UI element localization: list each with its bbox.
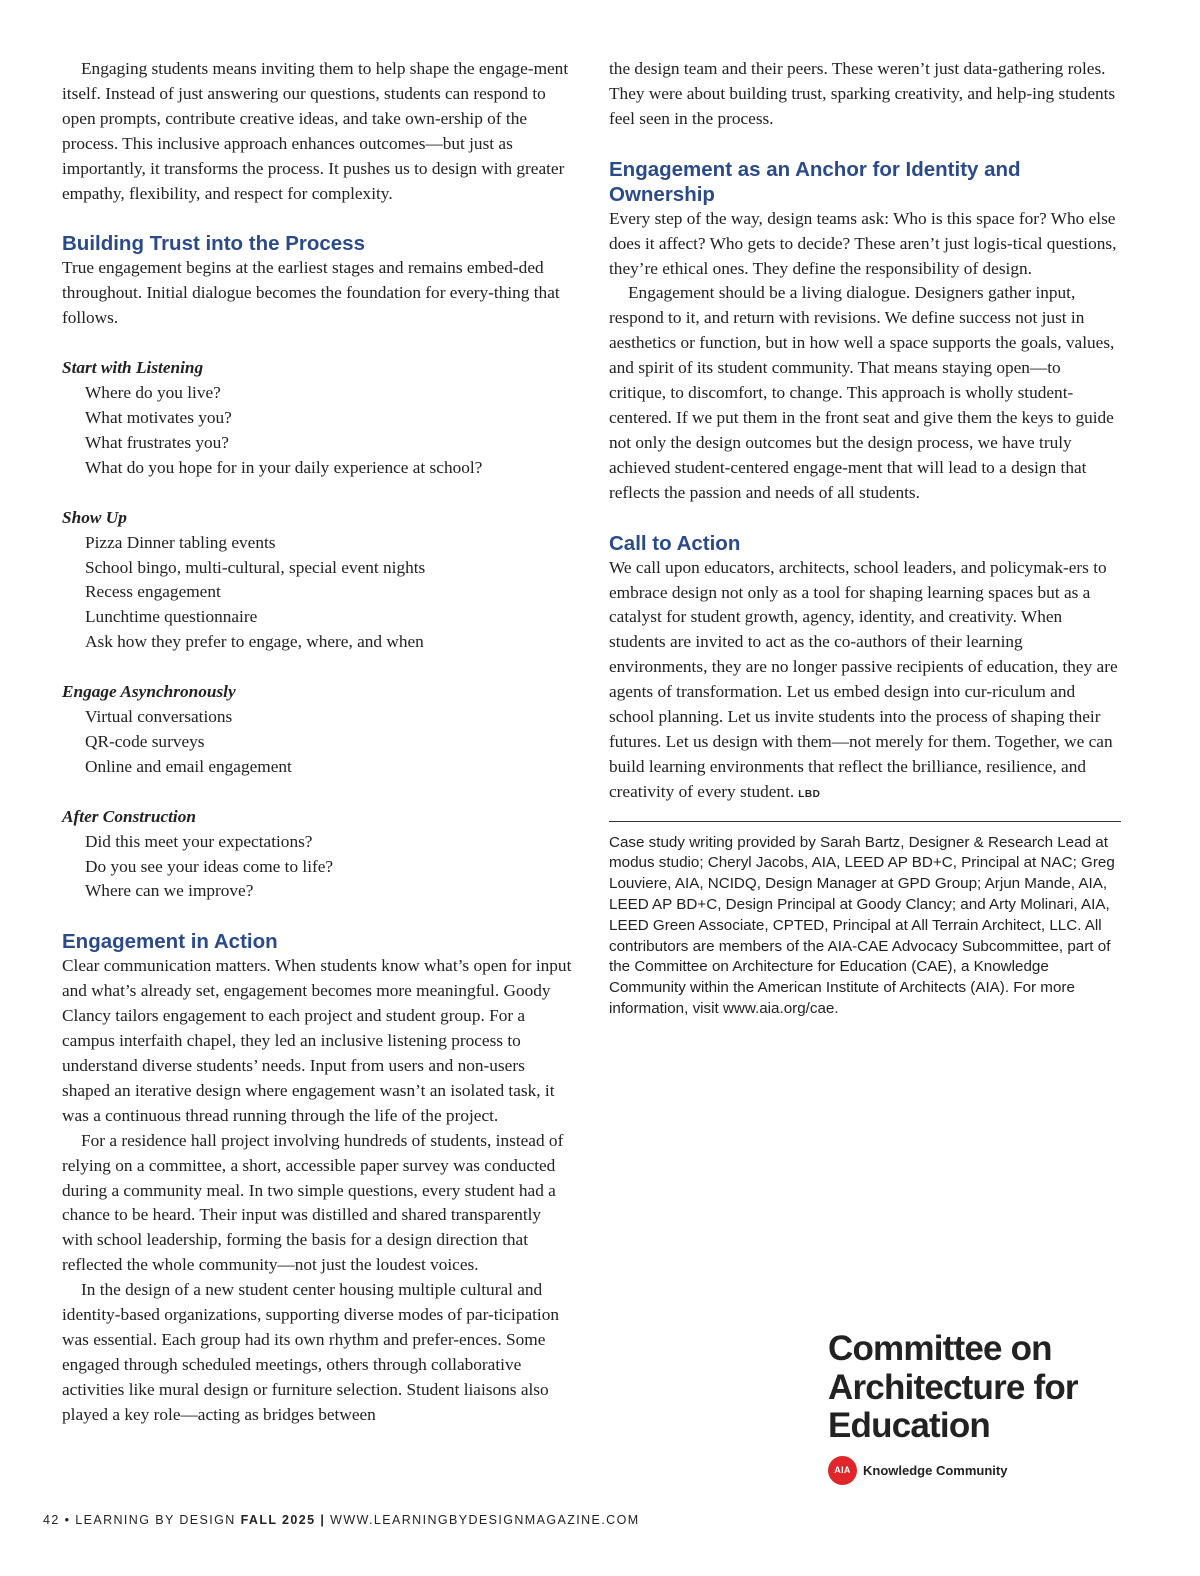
list-item: Online and email engagement: [85, 756, 292, 776]
aia-knowledge-community: [828, 1456, 1128, 1485]
credit-note: Case study writing provided by Sarah Bartz, Designer & Research Lead at modus studio; Cheryl Jacobs, AIA, LEED AP BD+C, Principal at NAC; Greg Louviere, AIA, NCIDQ, Design Manager at GPD Group; Arjun Mande, AIA, LEED AP BD+C, Design Principal at Goody Clancy; and Arty Molinari, AIA, LEED Green Associate, CPTED, Principal at All Terrain Architect, LLC. All contributors are members of the AIA-CAE Advocacy Subcommittee, part of the Committee on Architecture for Education (CAE), a Knowledge Community within the American Institute of Architects (AIA). For more information, visit www.aia.org/cae.: [609, 833, 1115, 1018]
list-item: What frustrates you?: [85, 432, 229, 452]
list-title: After Construction: [62, 806, 196, 826]
list-item: Pizza Dinner tabling events: [85, 532, 276, 552]
list-title: Show Up: [62, 507, 127, 527]
heading-engagement-in-action: Engagement in Action: [62, 930, 278, 954]
list-item: School bingo, multi-cultural, special event nights: [85, 557, 426, 577]
page-number: 42: [43, 1513, 60, 1527]
list-item: Where do you live?: [85, 383, 221, 403]
call-paragraph: [609, 556, 1121, 808]
list-item: Do you see your ideas come to life?: [85, 856, 334, 876]
list-engage-asynchronously: [62, 680, 572, 780]
bullet-separator: •: [64, 1513, 76, 1527]
list-item: What motivates you?: [85, 407, 232, 427]
list-item: Recess engagement: [85, 582, 221, 602]
identity-paragraph-1: Every step of the way, design teams ask: Who is this space for? Who else does it affect? Who gets to decide? These aren’t just logis-tical questions, they’re ethical ones. They define the responsibility of design.: [609, 208, 1117, 278]
end-mark: LBD: [798, 788, 821, 800]
list-item: Ask how they prefer to engage, where, and when: [85, 632, 424, 652]
action-paragraph-3: In the design of a new student center housing multiple cultural and identity-based organizations, supporting diverse modes of par-ticipation was essential. Each group had its own rhythm and prefer-ences. Some engaged through scheduled meetings, others through collaborative activities like mural design or furniture selection. Student liaisons also played a key role—acting as bridges between: [62, 1280, 560, 1424]
magazine-name: LEARNING BY DESIGN: [75, 1513, 236, 1527]
continued-paragraph: the design team and their peers. These weren’t just data-gathering roles. They were about building trust, sparking creativity, and help-ing students feel seen in the process.: [609, 59, 1116, 128]
list-item: What do you hope for in your daily experience at school?: [85, 457, 483, 477]
pipe-separator: |: [320, 1513, 331, 1527]
list-show-up: [62, 506, 572, 655]
list-title: Engage Asynchronously: [62, 682, 236, 702]
left-column: [62, 57, 572, 1428]
magazine-url: WWW.LEARNINGBYDESIGNMAGAZINE.COM: [330, 1513, 640, 1527]
action-paragraph-2: For a residence hall project involving hundreds of students, instead of relying on a committee, a short, accessible paper survey was conducted during a community meal. In two simple questions, every student had a chance to be heard. Their input was distilled and shared transparently with school leadership, forming the basis for a design direction that reflected the whole community—not just the loudest voices.: [62, 1130, 564, 1275]
list-title: Start with Listening: [62, 358, 204, 378]
list-item: QR-code surveys: [85, 731, 205, 751]
cae-logo: [828, 1330, 1128, 1485]
list-item: Lunchtime questionnaire: [85, 607, 258, 627]
identity-paragraph-2: Engagement should be a living dialogue. Designers gather input, respond to it, and return with revisions. We define success not just in aesthetics or function, but in how well a space supports the goals, values, and spirit of its student community. That means staying open—to critique, to discomfort, to change. This approach is wholly student-centered. If we put them in the front seat and give them the keys to guide not only the design outcomes but the design process, we have truly achieved student-centered engage-ment that will lead to a design that reflects the passion and needs of all students.: [609, 283, 1115, 502]
logo-line: Committee on: [828, 1329, 1052, 1368]
page-footer: [43, 1513, 640, 1527]
list-after-construction: [62, 805, 572, 905]
logo-line: Architecture for: [828, 1367, 1078, 1407]
logo-line: Education: [828, 1406, 990, 1445]
heading-call-to-action: Call to Action: [609, 531, 741, 555]
trust-paragraph: True engagement begins at the earliest stages and remains embed-ded throughout. Initial dialogue becomes the foundation for every-thing that follows.: [62, 258, 560, 328]
right-column: [609, 57, 1121, 1020]
list-start-with-listening: [62, 356, 572, 481]
heading-building-trust: Building Trust into the Process: [62, 232, 365, 256]
aia-subtitle: Knowledge Community: [863, 1462, 1008, 1478]
list-item: Where can we improve?: [85, 881, 254, 901]
action-paragraph-1: Clear communication matters. When students know what’s open for input and what’s already set, engagement becomes more meaningful. Goody Clancy tailors engagement to each project and student group. For a campus interfaith chapel, they led an inclusive listening process to understand diverse students’ needs. Input from users and non-users shaped an iterative design where engagement wasn’t an isolated task, it was a continuous thread running through the life of the project.: [62, 956, 572, 1125]
list-item: Did this meet your expectations?: [85, 831, 313, 851]
intro-paragraph: Engaging students means inviting them to help shape the engage-ment itself. Instead of just answering our questions, students can respond to open prompts, contribute creative ideas, and take own-ership of the process. This inclusive approach enhances outcomes—but just as importantly, it transforms the process. It pushes us to design with greater empathy, flexibility, and respect for complexity.: [62, 59, 569, 203]
aia-logo-icon: AIA: [828, 1456, 857, 1485]
list-item: Virtual conversations: [85, 707, 233, 727]
call-text: We call upon educators, architects, school leaders, and policymak-ers to embrace design not only as a tool for shaping learning spaces but as a catalyst for student growth, agency, identity, and creativity. When students are invited to act as the co-authors of their learning environments, they are no longer passive recipients of education, they are agents of transformation. Let us embed design into cur-riculum and school planning. Let us invite students into the process of shaping their futures. Let us design with them—not merely for them. Together, we can build learning environments that reflect the brilliance, resilience, and creativity of every student.: [609, 557, 1118, 801]
heading-identity-ownership: Engagement as an Anchor for Identity and Ownership: [609, 157, 1021, 206]
divider: [609, 821, 1121, 822]
issue-label: FALL 2025: [240, 1513, 316, 1527]
